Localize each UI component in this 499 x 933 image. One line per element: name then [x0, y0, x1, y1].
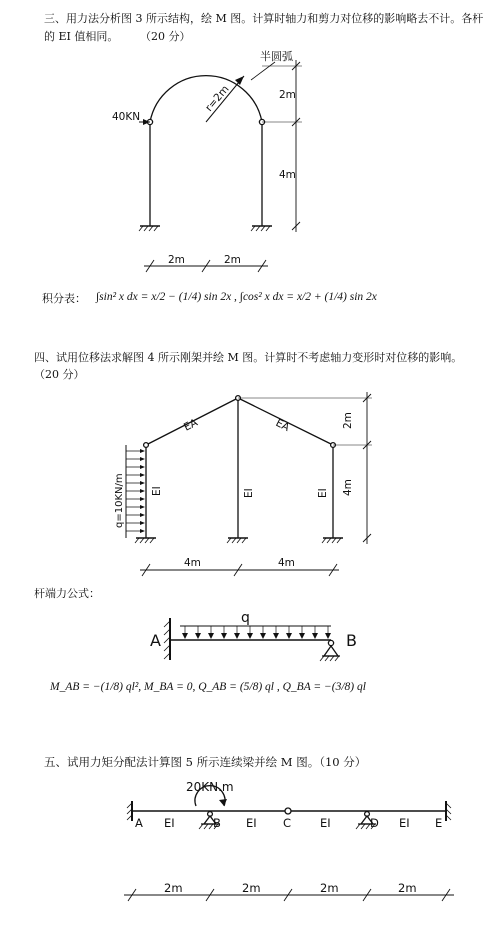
ei-span-ab: EI	[164, 816, 175, 830]
moment-label: 20KN.m	[186, 780, 234, 794]
q4-dim-bottom-left-label: 4m	[184, 557, 201, 569]
load-label: 40KN	[112, 111, 141, 123]
q4-dim-bottom-right-label: 4m	[278, 557, 295, 569]
q3-score: （20 分）	[140, 30, 191, 43]
beam-right-label: B	[346, 631, 357, 650]
q4-load-label: q=10KN/m	[114, 473, 125, 528]
q4-text-line2: （20 分）	[34, 368, 85, 381]
dim-top-label: 2m	[279, 89, 296, 101]
integral-formula: ∫sin² x dx = x/2 − (1/4) sin 2x , ∫cos² x dx = x/2 + (1/4) sin 2x	[96, 291, 377, 303]
q4-dim-top-label: 2m	[342, 412, 354, 429]
dim-span-4: 2m	[398, 881, 417, 895]
semicircle-arc	[150, 76, 262, 122]
point-c-label: C	[283, 816, 292, 830]
end-force-formula: M_AB = −(1/8) ql², M_BA = 0, Q_AB = (5/8) ql , Q_BA = −(3/8) ql	[50, 681, 366, 693]
ea-left-label: EA	[181, 416, 200, 434]
point-a-label: A	[135, 816, 143, 830]
end-force-title: 杆端力公式：	[34, 587, 100, 600]
dim-span-3: 2m	[320, 881, 339, 895]
ei-right-label: EI	[317, 488, 329, 498]
dim-bottom-right-label: 2m	[224, 254, 241, 266]
beam-figure	[164, 618, 340, 661]
ei-span-de: EI	[399, 816, 410, 830]
q3-text-line1: 三、用力法分析图 3 所示结构，绘 M 图。计算时轴力和剪力对位移的影响略去不计。各杆	[44, 12, 484, 25]
radius-label: r=2m	[203, 83, 232, 114]
dim-bottom-left-label: 2m	[168, 254, 185, 266]
dim-span-2: 2m	[242, 881, 261, 895]
ei-span-cd: EI	[320, 816, 331, 830]
q3-text-line2: 的 EI 值相同。	[44, 30, 119, 43]
beam-left-label: A	[150, 631, 161, 650]
hinge-c	[285, 808, 291, 814]
point-e-label: E	[435, 816, 443, 830]
ei-mid-label: EI	[243, 488, 255, 498]
beam-load-label: q	[241, 610, 250, 626]
ei-span-bc: EI	[246, 816, 257, 830]
q5-text-line1: 五、试用力矩分配法计算图 5 所示连续梁并绘 M 图。（10 分）	[44, 755, 367, 769]
q4-dim-side-label: 4m	[342, 479, 354, 496]
point-d-label: D	[370, 816, 379, 830]
q4-text-line1: 四、试用位移法求解图 4 所示刚架并绘 M 图。计算时不考虑轴力变形时对位移的影响。	[34, 351, 463, 364]
ei-left-label: EI	[151, 486, 163, 496]
integral-table-prefix: 积分表：	[42, 292, 86, 305]
point-b-label: B	[213, 816, 221, 830]
figure-4	[126, 392, 372, 576]
dim-side-label: 4m	[279, 169, 296, 181]
arc-label: 半圆弧	[260, 50, 293, 63]
ea-right-label: EA	[273, 416, 292, 434]
dim-span-1: 2m	[164, 881, 183, 895]
